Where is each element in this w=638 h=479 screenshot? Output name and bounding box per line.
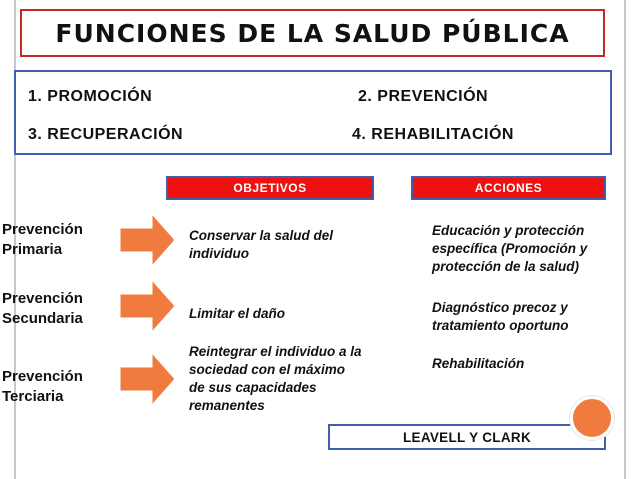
objetivo-line: sociedad con el máximo (189, 362, 346, 377)
accion-line: Diagnóstico precoz y (432, 300, 568, 315)
right-vertical-rule (624, 0, 626, 479)
objetivo-line: Reintegrar el individuo a la (189, 344, 362, 359)
level-name-line: Secundaria (2, 310, 83, 327)
accion-secundaria (432, 299, 569, 335)
arrow-right-icon (120, 212, 176, 268)
accion-line: Educación y protección (432, 223, 585, 238)
source-label: LEAVELL Y CLARK (328, 424, 606, 450)
accion-terciaria (432, 355, 524, 373)
objetivos-header: OBJETIVOS (166, 176, 374, 200)
objetivo-line: Limitar el daño (189, 306, 286, 321)
function-promocion: 1. PROMOCIÓN (28, 88, 153, 105)
objetivo-line: de sus capacidades (189, 380, 317, 395)
level-name-line: Primaria (2, 241, 63, 258)
function-rehabilitacion: 4. REHABILITACIÓN (352, 126, 514, 143)
level-primaria (2, 220, 83, 260)
function-prevencion: 2. PREVENCIÓN (358, 88, 489, 105)
arrow-right-icon (120, 278, 176, 334)
accion-line: específica (Promoción y (432, 241, 588, 256)
function-recuperacion: 3. RECUPERACIÓN (28, 126, 184, 143)
acciones-header: ACCIONES (411, 176, 606, 200)
accion-line: protección de la salud) (432, 259, 580, 274)
objetivo-line: remanentes (189, 398, 265, 413)
objetivo-line: individuo (189, 246, 249, 261)
level-name-line: Prevención (2, 290, 83, 307)
level-secundaria (2, 289, 83, 329)
decorative-circle-icon (570, 396, 614, 440)
level-name-line: Terciaria (2, 388, 64, 405)
accion-primaria (432, 222, 587, 276)
objetivo-secundaria (189, 305, 285, 323)
level-terciaria (2, 367, 83, 407)
arrow-right-icon (120, 351, 176, 407)
accion-line: Rehabilitación (432, 356, 525, 371)
objetivo-terciaria (189, 343, 362, 415)
functions-box (14, 70, 612, 155)
accion-line: tratamiento oportuno (432, 318, 569, 333)
objetivo-primaria (189, 227, 333, 263)
level-name-line: Prevención (2, 368, 83, 385)
page-title: FUNCIONES DE LA SALUD PÚBLICA (20, 9, 605, 57)
objetivo-line: Conservar la salud del (189, 228, 334, 243)
level-name-line: Prevención (2, 221, 83, 238)
